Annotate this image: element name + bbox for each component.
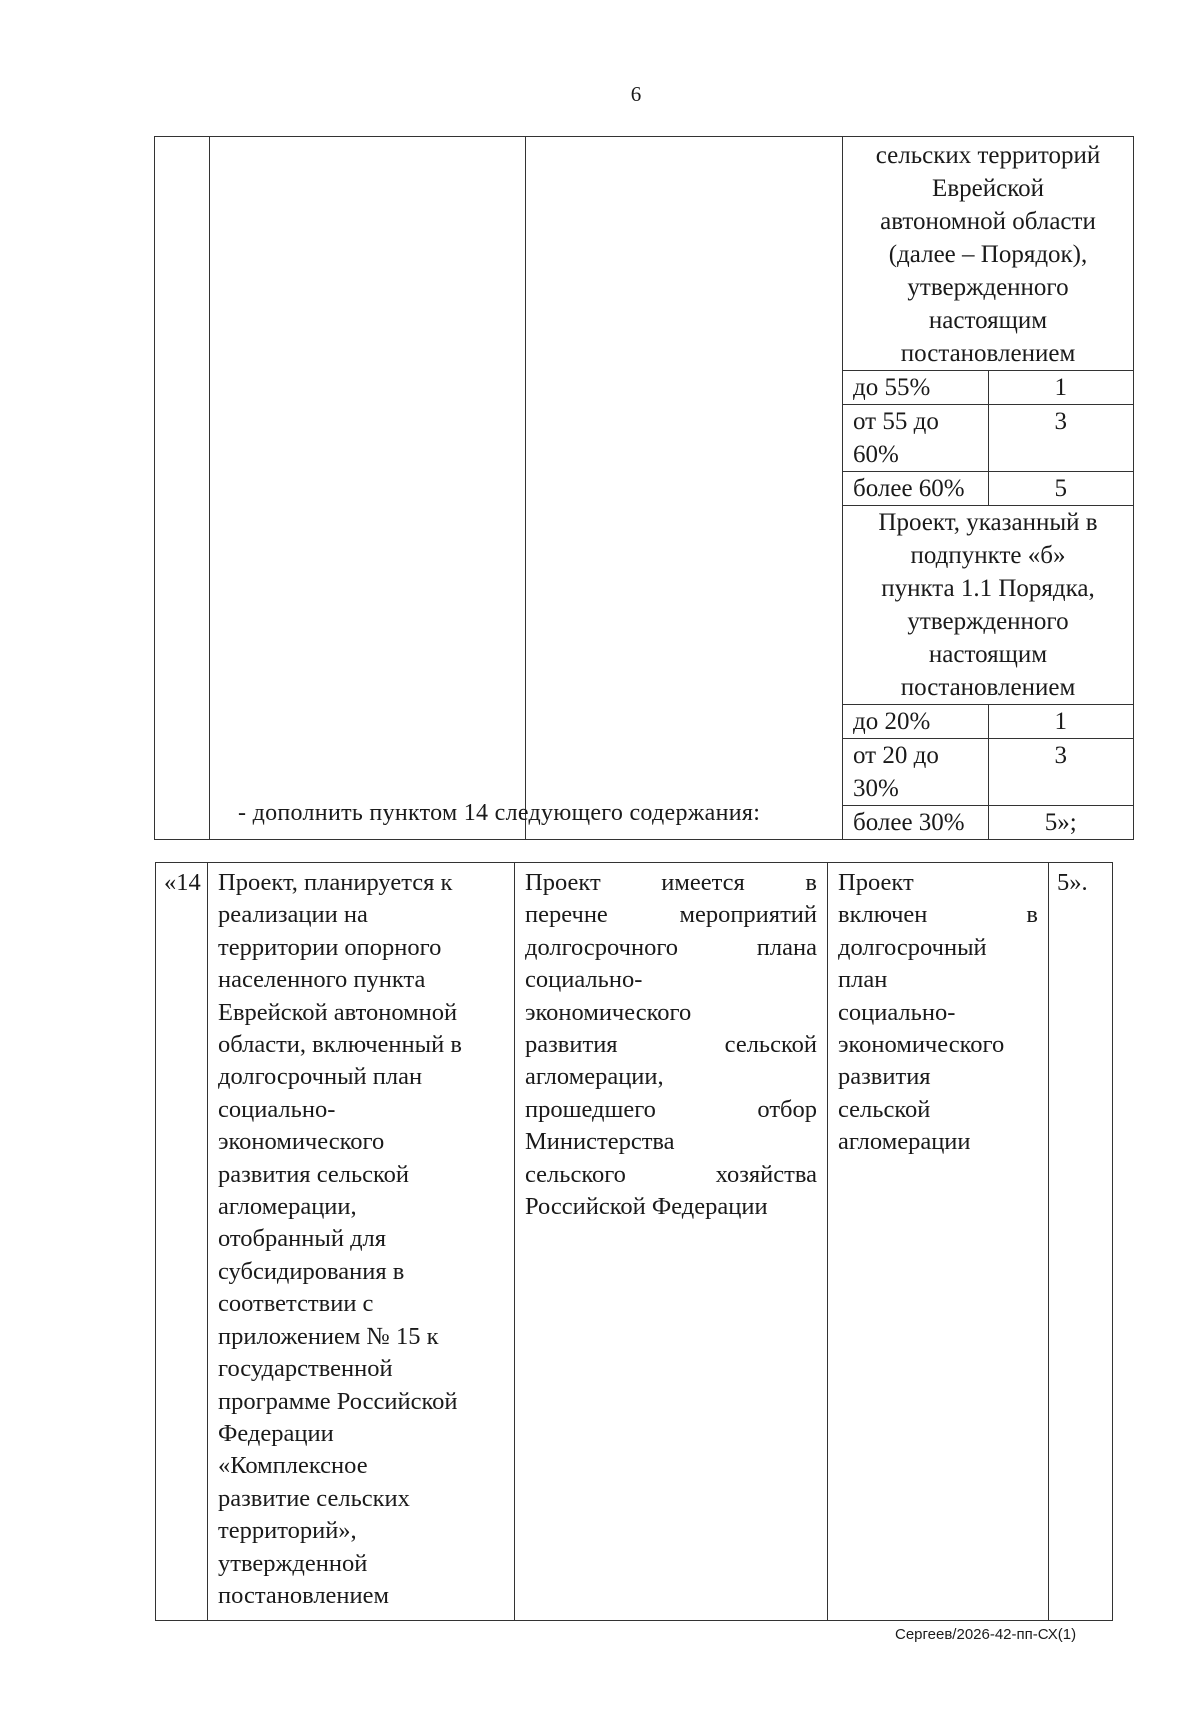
score-value: 1 (988, 705, 1133, 739)
subheader-line: постановлением (900, 674, 1076, 701)
scale-row (843, 806, 1133, 840)
scale-header (843, 137, 1133, 371)
text-line: сельской (838, 1095, 931, 1123)
text-line: сельского хозяйства (525, 1160, 817, 1188)
criterion-cell (210, 137, 526, 840)
text-line: Министерства (525, 1128, 675, 1156)
criterion-text (208, 863, 515, 1621)
text-line: экономического (218, 1128, 385, 1156)
text-line: субсидирования в (218, 1257, 405, 1285)
header-line: настоящим (928, 307, 1048, 334)
scale-row (843, 405, 1133, 472)
header-line: Еврейской (932, 175, 1044, 202)
number-cell (155, 137, 210, 840)
scale-row (843, 739, 1133, 806)
header-line: постановлением (900, 340, 1076, 367)
subheader-line: настоящим (928, 641, 1048, 668)
document-id: Сергеев/2026-42-пп-СХ(1) (895, 1626, 1077, 1643)
text-line: развития сельской (525, 1031, 817, 1059)
text-line: долгосрочный план (218, 1063, 423, 1091)
text-line: агломерации, (218, 1193, 357, 1221)
range-label: до 20% (843, 705, 988, 739)
header-line: утвержденного (907, 274, 1069, 301)
subheader-line: подпункте «б» (910, 542, 1066, 569)
result-text (828, 863, 1049, 1621)
scale-subheader (843, 506, 1133, 705)
text-line: утвержденной (218, 1549, 368, 1577)
text-line: «Комплексное (218, 1452, 368, 1480)
text-line: агломерации, (525, 1063, 664, 1091)
text-line: развитие сельских (218, 1484, 410, 1512)
score-value: 5»; (988, 806, 1133, 840)
range-label: до 55% (843, 371, 988, 405)
condition-text (515, 863, 828, 1621)
range-label: более 60% (843, 472, 988, 506)
text-line: включен в (838, 901, 1038, 929)
score-scale-cell (843, 137, 1134, 840)
score-scale-table (843, 137, 1133, 839)
score-value: 3 (988, 405, 1133, 472)
text-line: реализации на (218, 901, 368, 929)
scale-row (843, 705, 1133, 739)
text-line: области, включенный в (218, 1031, 462, 1059)
text-line: прошедшего отбор (525, 1095, 817, 1123)
text-line: программе Российской (218, 1387, 458, 1415)
score-value: 5». (1049, 863, 1113, 1621)
criteria-table-item-14 (155, 862, 1113, 1621)
text-line: социально- (218, 1095, 336, 1123)
text-line: приложением № 15 к (218, 1322, 439, 1350)
subheader-line: Проект, указанный в (878, 509, 1098, 536)
scale-row (843, 371, 1133, 405)
text-line: государственной (218, 1355, 393, 1383)
range-label: от 20 до 30% (843, 739, 988, 806)
item-number: «14 (156, 863, 208, 1621)
text-line: социально- (838, 998, 956, 1026)
text-line: Проект имеется в (525, 869, 817, 896)
header-line: (далее – Порядок), (888, 241, 1088, 268)
text-line: план (838, 966, 888, 994)
text-line: экономического (838, 1031, 1005, 1059)
text-line: Российской Федерации (525, 1193, 768, 1221)
text-line: отобранный для (218, 1225, 387, 1253)
scale-row (843, 472, 1133, 506)
text-line: социально- (525, 966, 643, 994)
range-label: от 55 до 60% (843, 405, 988, 472)
subheader-line: утвержденного (907, 608, 1069, 635)
header-line: сельских территорий (875, 142, 1101, 169)
text-line: агломерации (838, 1128, 971, 1156)
range-label: более 30% (843, 806, 988, 840)
text-line: развития сельской (218, 1160, 410, 1188)
text-line: долгосрочного плана (525, 933, 817, 961)
score-value: 1 (988, 371, 1133, 405)
subheader-line: пункта 1.1 Порядка, (881, 575, 1095, 602)
text-line: Проект, планируется к (218, 869, 453, 896)
criteria-table-continued (154, 136, 1134, 840)
text-line: территории опорного (218, 933, 442, 961)
score-value: 3 (988, 739, 1133, 806)
score-value: 5 (988, 472, 1133, 506)
header-line: автономной области (880, 208, 1096, 235)
page-number: 6 (630, 82, 642, 106)
text-line: перечне мероприятий (525, 901, 817, 929)
text-line: территорий», (218, 1517, 357, 1545)
text-line: соответствии с (218, 1290, 374, 1318)
amendment-intro: - дополнить пунктом 14 следующего содержания: (238, 800, 761, 826)
text-line: Еврейской автономной (218, 998, 458, 1026)
text-line: развития (838, 1063, 931, 1091)
text-line: населенного пункта (218, 966, 426, 994)
text-line: Проект (838, 869, 914, 896)
condition-cell (526, 137, 843, 840)
text-line: постановлением (218, 1581, 390, 1609)
text-line: экономического (525, 998, 692, 1026)
text-line: Федерации (218, 1419, 334, 1447)
text-line: долгосрочный (838, 933, 987, 961)
